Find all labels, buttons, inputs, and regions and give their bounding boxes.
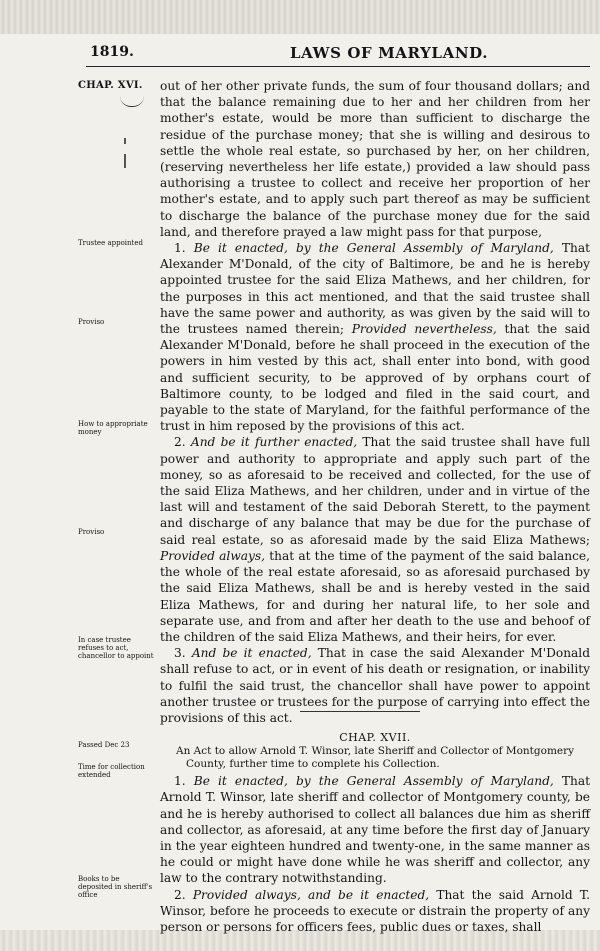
section-3 (160, 645, 590, 726)
margin-tick-mark (124, 138, 126, 144)
preamble-text: out of her other private funds, the sum of four thousand dollars; and that the balance remaining due to her and her children from her mother's estate, would be more than sufficient to discharge the residue of the purchase money; that she is willing and desirous to settle the whole real estate, so purchased by her, on her children, (reserving nevertheless her life estate,) provided a law should pass authorising a trustee to collect and receive her proportion of her mother's estate, and to apply such part thereof as may be sufficient to discharge the balance of the purchase money due for the said land, and therefore prayed a law might pass for that purpose, (160, 79, 590, 239)
enacting-clause: And be it further enacted, (190, 435, 358, 450)
margin-note-proviso-2: Proviso (78, 528, 105, 536)
section-number: 2. (174, 435, 186, 450)
margin-note-passed: Passed Dec 23 (78, 741, 130, 749)
margin-note-how-to: How to appropriate money (78, 420, 148, 436)
section-text: That the said trustee shall have full power and authority to appropriate and apply such part of the money, so as aforesaid to be received and collected, for the use of the said Eliza Mathews, and her children, under and in virtue of the last will and testament of the said Deborah Sterett, to the payment and discharge of any balance that may be due for the purchase of said real estate, so as aforesaid made by the said Eliza Mathews; (160, 435, 590, 547)
section-text: That Alexander M'Donald, of the city of Baltimore, be and he is hereby appointed trustee for the said Eliza Mathews, and her children, for the purposes in this act mentioned, and that the said trustee shall have the same power and authority, as was given by the said will to the trustees named therein; (160, 241, 591, 337)
margin-note-proviso-1: Proviso (78, 318, 105, 326)
margin-tick-mark (124, 154, 126, 168)
section-text: That in case the said Alexander M'Donald shall refuse to act, or in event of his death or resignation, or inability to fulfil the said trust, the chancellor shall have power to appoint another trustee or trustees for the purpose of carrying into effect the provisions of this act. (160, 646, 591, 725)
chap17-section-1 (160, 773, 590, 886)
enacting-clause: Provided always, and be it enacted, (192, 887, 430, 902)
header-rule (86, 66, 590, 67)
section-number: 1. (174, 241, 186, 256)
margin-note-in-case: In case trustee refuses to act, chancellor to appoint (78, 636, 154, 660)
chapter-title: An Act to allow Arnold T. Winsor, late Sheriff and Collector of Montgomery County, further time to complete his Collection. (176, 745, 575, 770)
chap17-section-2 (160, 887, 590, 936)
section-2 (160, 434, 590, 645)
paragraph-preamble (160, 78, 590, 240)
section-text: that at the time of the payment of the said balance, the whole of the real estate aforesaid, so as aforesaid purchased by the said Eliza Mathews, shall be and is hereby vested in the said Eliza Mathews, for and during her natural life, to her sole and separate use, and from and after her death to the use and behoof of the children of the said Eliza Mathews, and their heirs, for ever. (160, 548, 591, 644)
margin-note-chapter: CHAP. XVI. (78, 80, 143, 91)
enacting-clause: Be it enacted, by the General Assembly of Maryland, (193, 774, 554, 789)
proviso-phrase: Provided always, (160, 548, 266, 563)
section-number: 1. (174, 774, 186, 789)
page-header (90, 44, 588, 64)
margin-note-books: Books to be deposited in sheriff's office (78, 875, 153, 899)
section-text: That Arnold T. Winsor, late sheriff and collector of Montgomery county, be and he is hereby authorised to collect all balances due him as sheriff and collector, as aforesaid, at any time before the first day of January in the year eighteen hundred and twenty-one, in the same manner as he could or might have done while he was sheriff and collector, any law to the contrary notwithstanding. (160, 774, 591, 886)
header-year: 1819. (90, 44, 134, 60)
chapter-heading: CHAP. XVII. (339, 731, 411, 745)
chapter-brace-mark (120, 96, 144, 107)
body-text (160, 78, 590, 935)
section-1 (160, 240, 590, 434)
running-title: LAWS OF MARYLAND. (290, 44, 489, 62)
enacting-clause: And be it enacted, (191, 646, 312, 661)
section-number: 3. (174, 646, 186, 661)
margin-note-time-for: Time for collection extended (78, 763, 145, 779)
proviso-phrase: Provided nevertheless, (351, 322, 497, 337)
margin-note-trustee: Trustee appointed (78, 239, 143, 247)
section-text: that the said Alexander M'Donald, before he shall proceed in the execution of the powers in him vested by this act, shall enter into bond, with good and sufficient security, to be approved of by orphans court of Baltimore county, to be lodged and filed in the said court, and payable to the state of Maryland, for the faithful performance of the trust in him reposed by the provisions of this act. (160, 322, 591, 434)
enacting-clause: Be it enacted, by the General Assembly of Maryland, (193, 241, 554, 256)
scan-edge-top (0, 0, 600, 34)
section-text: That the said Arnold T. Winsor, before he proceeds to execute or distrain the property of any person or persons for officers fees, public dues or taxes, shall (160, 887, 591, 934)
section-number: 2. (174, 887, 186, 902)
